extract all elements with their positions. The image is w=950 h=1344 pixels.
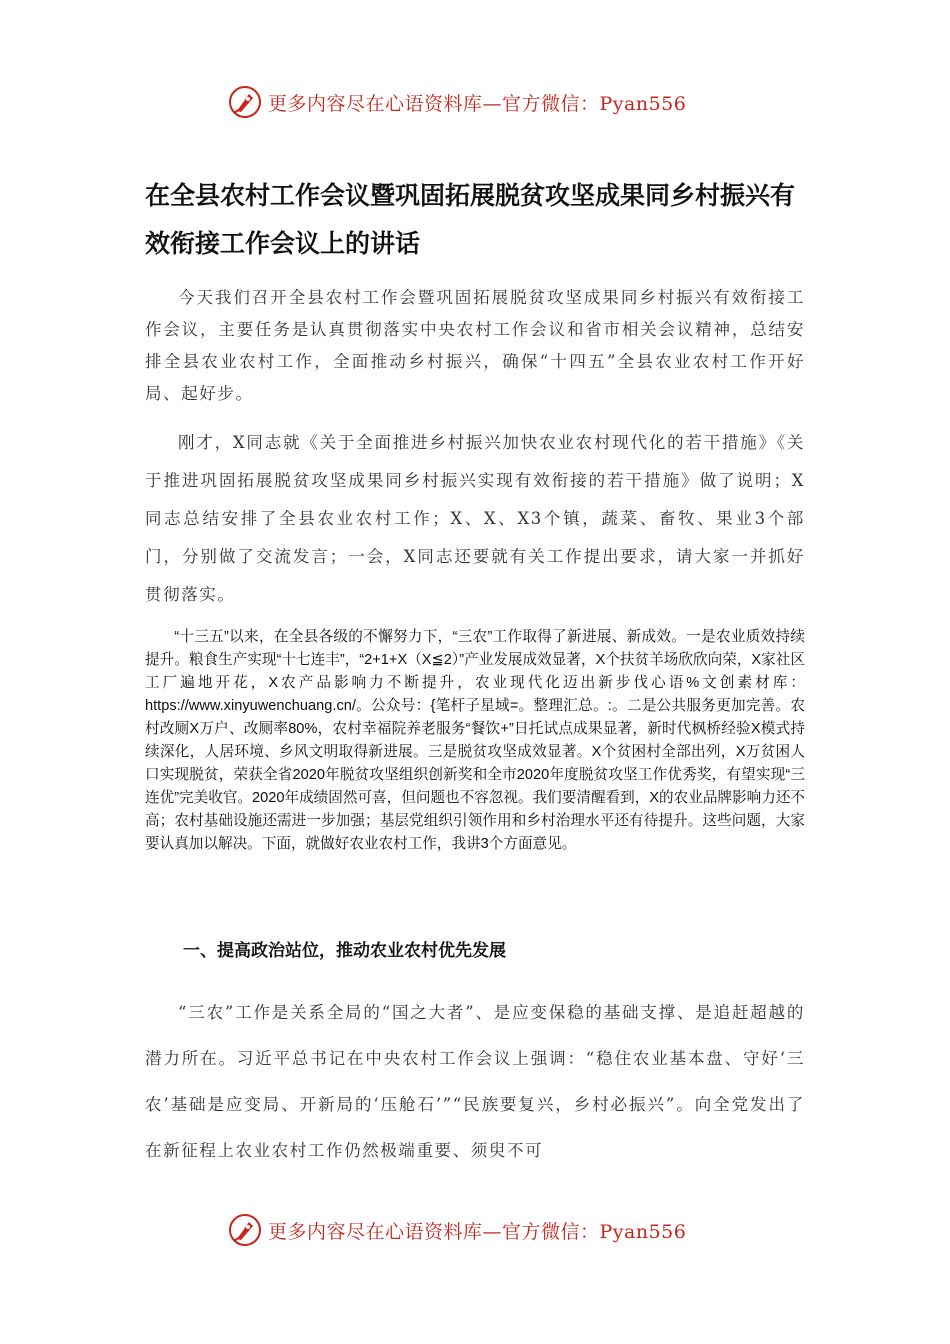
paragraph-2: 刚才，X同志就《关于全面推进乡村振兴加快农业农村现代化的若干措施》《关于推进巩固拓展脱贫攻坚成果同乡村振兴实现有效衔接的若干措施》做了说明；X同志总结安排了全县农业农村工作；X、X、X3个镇，蔬菜、畜牧、果业3个部门，分别做了交流发言；一会，X同志还要就有关工作提出要求，请大家一并抓好贯彻落实。	[145, 433, 805, 604]
footer-banner	[228, 1210, 686, 1250]
paragraph-4: “三农”工作是关系全局的“国之大者”、是应变保稳的基础支撑、是追赶超越的潜力所在。习近平总书记在中央农村工作会议上强调：“稳住农业基本盘、守好‘三农’基础是应变局、开新局的‘压舱石’”“民族要复兴，乡村必振兴”。向全党发出了在新征程上农业农村工作仍然极端重要、须臾不可	[145, 1003, 805, 1160]
banner-text: 更多内容尽在心语资料库—官方微信：Pyan556	[268, 1220, 687, 1243]
pen-nib-logo-icon	[228, 85, 262, 119]
paragraph-1: 今天我们召开全县农村工作会暨巩固拓展脱贫攻坚成果同乡村振兴有效衔接工作会议，主要任务是认真贯彻落实中央农村工作会议和省市相关会议精神，总结安排全县农业农村工作，全面推动乡村振兴，确保“十四五”全县农业农村工作开好局、起好步。	[145, 288, 805, 403]
header-banner	[228, 82, 686, 122]
banner-text: 更多内容尽在心语资料库—官方微信：Pyan556	[268, 92, 687, 115]
section-heading-1: 一、提高政治站位，推动农业农村优先发展	[183, 941, 506, 961]
pen-nib-logo-icon	[228, 1213, 262, 1247]
paragraph-3: “十三五”以来，在全县各级的不懈努力下，“三农”工作取得了新进展、新成效。一是农业质效持续提升。粮食生产实现“十七连丰”，“2+1+X（X≦2）”产业发展成效显著，X个扶贫羊场欣欣向荣，X家社区工厂遍地开花，X农产品影响力不断提升，农业现代化迈出新步伐心语%文创素材库：https://www.xinyuwenchuang.cn/。公众号：{笔杆子星域=。整理汇总。:。二是公共服务更加完善。农村改厕X万户、改厕率80%，农村幸福院养老服务“餐饮+”日托试点成果显著，新时代枫桥经验X模式持续深化，人居环境、乡风文明取得新进展。三是脱贫攻坚成效显著。X个贫困村全部出列，X万贫困人口实现脱贫，荣获全省2020年脱贫攻坚组织创新奖和全市2020年度脱贫攻坚工作优秀奖，有望实现“三连优”完美收官。2020年成绩固然可喜，但问题也不容忽视。我们要清醒看到，X的农业品牌影响力还不高；农村基础设施还需进一步加强；基层党组织引领作用和乡村治理水平还有待提升。这些问题，大家要认真加以解决。下面，就做好农业农村工作，我讲3个方面意见。	[145, 629, 806, 852]
document-title: 在全县农村工作会议暨巩固拓展脱贫攻坚成果同乡村振兴有效衔接工作会议上的讲话	[145, 181, 796, 258]
